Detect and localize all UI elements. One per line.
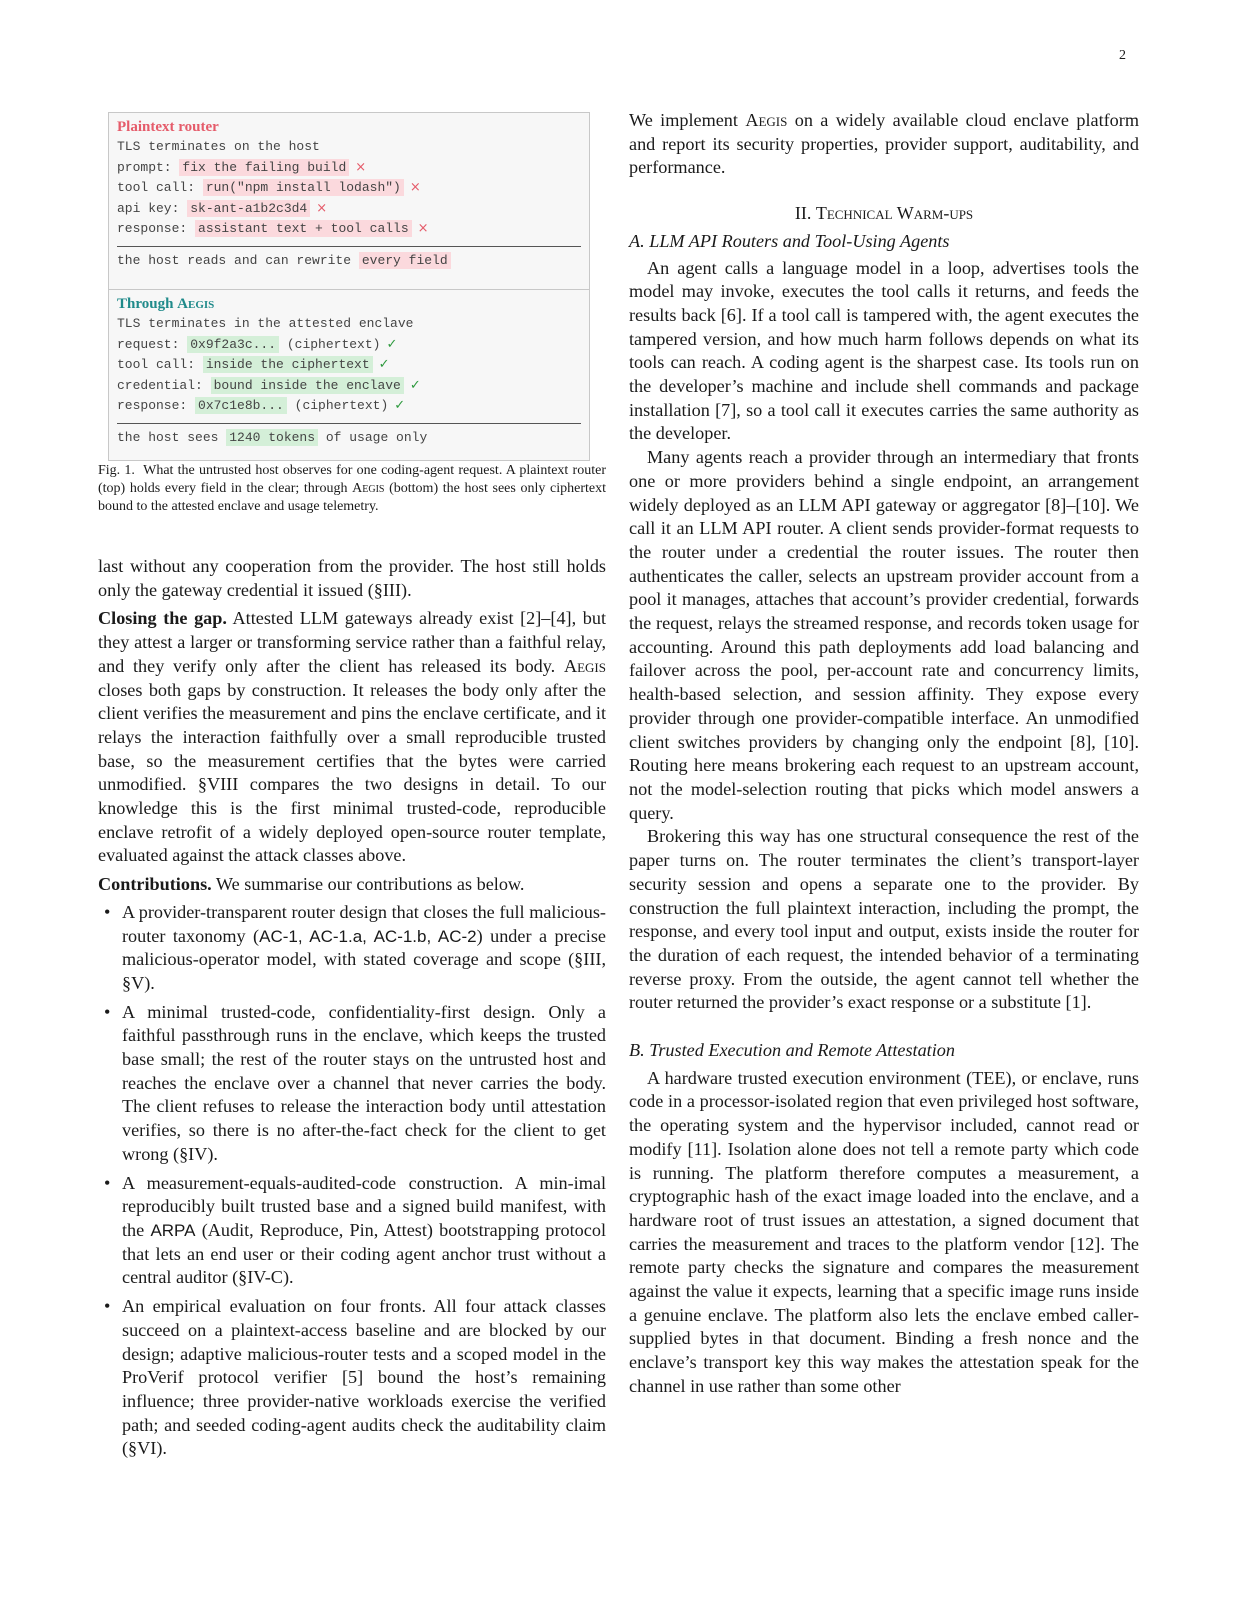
protected-value: inside the ciphertext bbox=[203, 356, 373, 373]
paragraph-text: We implement bbox=[629, 110, 746, 130]
list-item: • An empirical evaluation on four fronts. All four attack classes succeed on a plaintext-access baseline and are blocked by our design; adaptive malicious-router tests and a scoped model in the ProVerif protocol verifier [5] bound the host’s remaining influence; three provider-native workloads exercise the verified path; and seeded coding-agent audits check the auditability claim (§VI). bbox=[98, 1295, 606, 1461]
figure-rule bbox=[117, 246, 581, 247]
fig-line-prompt bbox=[117, 158, 581, 179]
fig-line-response-protected bbox=[117, 396, 581, 417]
list-item bbox=[98, 1172, 606, 1291]
figure-rule bbox=[117, 423, 581, 424]
paragraph-text: Attested LLM gateways already exist [2]–[4], but they attest a larger or transforming service rather than a faithful relay, and they verify only after the client has released its body. bbox=[98, 608, 607, 676]
check-mark-icon: ✓ bbox=[386, 336, 398, 352]
cross-mark-icon: × bbox=[316, 200, 328, 216]
caption-aegis: Aegis bbox=[352, 481, 385, 496]
fig-line-tool-call-protected bbox=[117, 355, 581, 376]
cross-mark-icon: × bbox=[409, 180, 421, 195]
through-aegis-title bbox=[117, 296, 581, 314]
protected-value: 0x9f2a3c... bbox=[187, 336, 279, 353]
contributions-list bbox=[98, 901, 606, 1461]
figure-caption bbox=[98, 462, 606, 516]
arpa-term: ARPA bbox=[150, 1220, 196, 1240]
paragraph: Brokering this way has one structural consequence the rest of the paper turns on. The router terminates the client’s transport-layer security session and opens a separate one to the provider. By construction the full plaintext interaction, including the prompt, the response, and every tool input and output, exists inside the router for the duration of each request, the intended behavior of a terminating reverse proxy. From the outside, the agent cannot tell whether the router returned the provider’s exact response or a substitute [1]. bbox=[629, 826, 1139, 1013]
caption-label: Fig. 1. bbox=[98, 463, 135, 478]
footer-text: the host sees bbox=[117, 429, 227, 445]
field-label: api key: bbox=[117, 200, 188, 216]
aegis-name: Aegis bbox=[563, 655, 606, 676]
paragraph-text: closes both gaps by construction. It releases the body only after the client verifies the measurement and pins the enclave certificate, and it relays the interaction faithfully over a small reproducible trusted base, so the measurement certifies that the bytes were carried unmodified. §VIII compares the two designs in detail. To our knowledge this is the first minimal trusted-code, reproducible enclave retrofit of a widely deployed open-source router template, evaluated against the attack classes above. bbox=[98, 679, 606, 866]
paragraph-text: on a widely available cloud enclave platform and report its security properties, provider support, auditability, and performance. bbox=[629, 110, 1139, 178]
field-label: tool call: bbox=[117, 357, 203, 372]
fig-line-api-key bbox=[117, 199, 581, 220]
caption-text: What the untrusted host observes for one coding-agent request. A plaintext router (top) holds every field in the clear; through bbox=[98, 463, 606, 496]
fig-line-tool-call bbox=[117, 178, 581, 199]
section-title: Technical Warm-ups bbox=[815, 203, 974, 224]
exposed-value: fix the failing build bbox=[179, 159, 349, 176]
list-item: • A minimal trusted-code, confidentiality-first design. Only a faithful passthrough runs in the enclave, which keeps the trusted base small; the rest of the router stays on the untrusted host and reaches the enclave over a channel that never carries the body. The client refuses to release the interaction body until attestation verifies, so there is no after-the-fact check for the client to get wrong (§IV). bbox=[98, 1001, 606, 1167]
paragraph: Many agents reach a provider through an intermediary that fronts one or more providers behind a single endpoint, an arrangement widely deployed as an LLM API gateway or aggregator [8]–[10]. We call it an LLM API router. A client sends provider-format requests to the router under a credential the router issues. The router then authenticates the caller, selects an upstream provider account from a pool it manages, attaches that account’s provider credential, forwards the request, relays the streamed response, and records token usage for accounting. Around this path deployments add load balancing and failover across the pool, per-account rate and concurrency limits, health-based selection, and session affinity. They expose every provider through one provider-compatible interface. An unmodified client switches providers by changing only the endpoint [8], [10]. Routing here means brokering each request to an upstream account, not the model-selection routing that picks which model answers a query. bbox=[629, 447, 1139, 823]
suffix: (ciphertext) bbox=[286, 398, 389, 413]
list-item bbox=[98, 901, 606, 996]
protected-value: bound inside the enclave bbox=[211, 377, 404, 394]
subsection-heading-a: A. LLM API Routers and Tool-Using Agents bbox=[629, 230, 950, 251]
exposed-value: sk-ant-a1b2c3d4 bbox=[187, 200, 310, 217]
footer-text: of usage only bbox=[318, 429, 428, 445]
right-body bbox=[629, 109, 1139, 1399]
subsection-heading-b: B. Trusted Execution and Remote Attestation bbox=[629, 1040, 955, 1061]
check-mark-icon: ✓ bbox=[394, 398, 406, 413]
field-label: credential: bbox=[117, 377, 211, 393]
page-number: 2 bbox=[1119, 48, 1126, 63]
paragraph-text: We summarise our contributions as below. bbox=[211, 874, 525, 895]
paragraph-contributions bbox=[98, 873, 606, 897]
protected-value: 1240 tokens bbox=[226, 429, 318, 446]
attack-class-terms: AC-1, AC-1.a, AC-1.b, AC-2 bbox=[259, 926, 477, 946]
cross-mark-icon: × bbox=[355, 159, 367, 175]
plaintext-router-title: Plaintext router bbox=[117, 119, 219, 135]
field-label: response: bbox=[117, 221, 196, 236]
run-in-heading: Contributions. bbox=[98, 874, 212, 895]
list-item-text: A provider-transparent router design that closes the full malicious-router taxonomy ( bbox=[122, 901, 606, 946]
aegis-name: Aegis bbox=[745, 110, 788, 130]
fig-line-request bbox=[117, 335, 581, 356]
fig-line-host-sees bbox=[117, 428, 581, 449]
paragraph-closing-gap bbox=[98, 607, 606, 868]
field-label: response: bbox=[117, 398, 196, 413]
list-item-text: ) under a precise malicious-operator model, with stated coverage and scope (§III, §V). bbox=[122, 925, 606, 993]
paragraph: An agent calls a language model in a loop, advertises tools the model may invoke, executes the tool calls it returns, and feeds the results back [6]. If a tool call is tampered with, the agent executes the tampered version, and how much harm follows depends on what its tools can reach. A coding agent is the sharpest case. Its tools run on the developer’s machine and include shell commands and package installation [7], so a tool call it executes carries the same authority as the developer. bbox=[629, 257, 1139, 444]
paragraph-intro bbox=[629, 109, 1139, 180]
check-mark-icon: ✓ bbox=[378, 357, 390, 372]
footer-text: the host reads and can rewrite bbox=[117, 252, 359, 268]
fig-line-credential bbox=[117, 376, 581, 397]
field-label: tool call: bbox=[117, 180, 203, 195]
run-in-heading: Closing the gap. bbox=[98, 608, 227, 629]
figure-1 bbox=[108, 112, 590, 461]
fig-line-tls-host: TLS terminates on the host bbox=[117, 139, 320, 154]
check-mark-icon: ✓ bbox=[409, 377, 421, 393]
figure-aegis-panel bbox=[109, 290, 589, 460]
cross-mark-icon: × bbox=[417, 221, 429, 236]
field-label: request: bbox=[117, 336, 188, 352]
caption-text: (bottom) the host sees only ciphertext bound to the attested enclave and usage telemetry. bbox=[98, 481, 606, 514]
protected-value: 0x7c1e8b... bbox=[195, 397, 287, 414]
figure-plaintext-panel bbox=[109, 113, 589, 289]
section-number: II. bbox=[794, 203, 816, 224]
field-label: prompt: bbox=[117, 159, 180, 175]
fig-line-response bbox=[117, 219, 581, 240]
left-body bbox=[98, 555, 606, 1466]
exposed-value: assistant text + tool calls bbox=[195, 220, 412, 237]
exposed-value: run("npm install lodash") bbox=[203, 179, 404, 196]
list-item-text: (Audit, Reproduce, Pin, Attest) bootstrapping protocol that lets an end user or their coding agent anchor trust without a central auditor (§IV-C). bbox=[122, 1219, 606, 1288]
fig-line-host-reads bbox=[117, 251, 581, 272]
paragraph: A hardware trusted execution environment (TEE), or enclave, runs code in a processor-isolated region that even privileged host software, the operating system and the hypervisor included, cannot read or modify [11]. Isolation alone does not tell a remote party which code is running. The platform therefore computes a measurement, a cryptographic hash of the exact image loaded into the enclave, and a hardware root of trust issues an attestation, a signed document that carries the measurement and traces to the platform vendor [12]. The remote party checks the signature and compares the measurement against the value it expects, learning that a specific image runs inside a genuine enclave. The platform also lets the enclave embed caller-supplied bytes in that document. Binding a fresh nonce and the enclave’s transport key this way makes the attestation speak for the channel in use rather than some other bbox=[629, 1067, 1139, 1396]
section-heading bbox=[629, 202, 1139, 226]
aegis-name: Aegis bbox=[177, 296, 215, 312]
exposed-value: every field bbox=[359, 252, 451, 269]
suffix: (ciphertext) bbox=[279, 336, 381, 352]
fig-line-tls-enclave: TLS terminates in the attested enclave bbox=[117, 316, 414, 331]
list-item-text: A measurement-equals-audited-code construction. A min-imal reproducibly built trusted base and a signed build manifest, with the bbox=[122, 1172, 606, 1240]
paragraph-continued: last without any cooperation from the provider. The host still holds only the gateway credential it issued (§III). bbox=[98, 556, 606, 600]
title-prefix: Through bbox=[117, 296, 178, 312]
